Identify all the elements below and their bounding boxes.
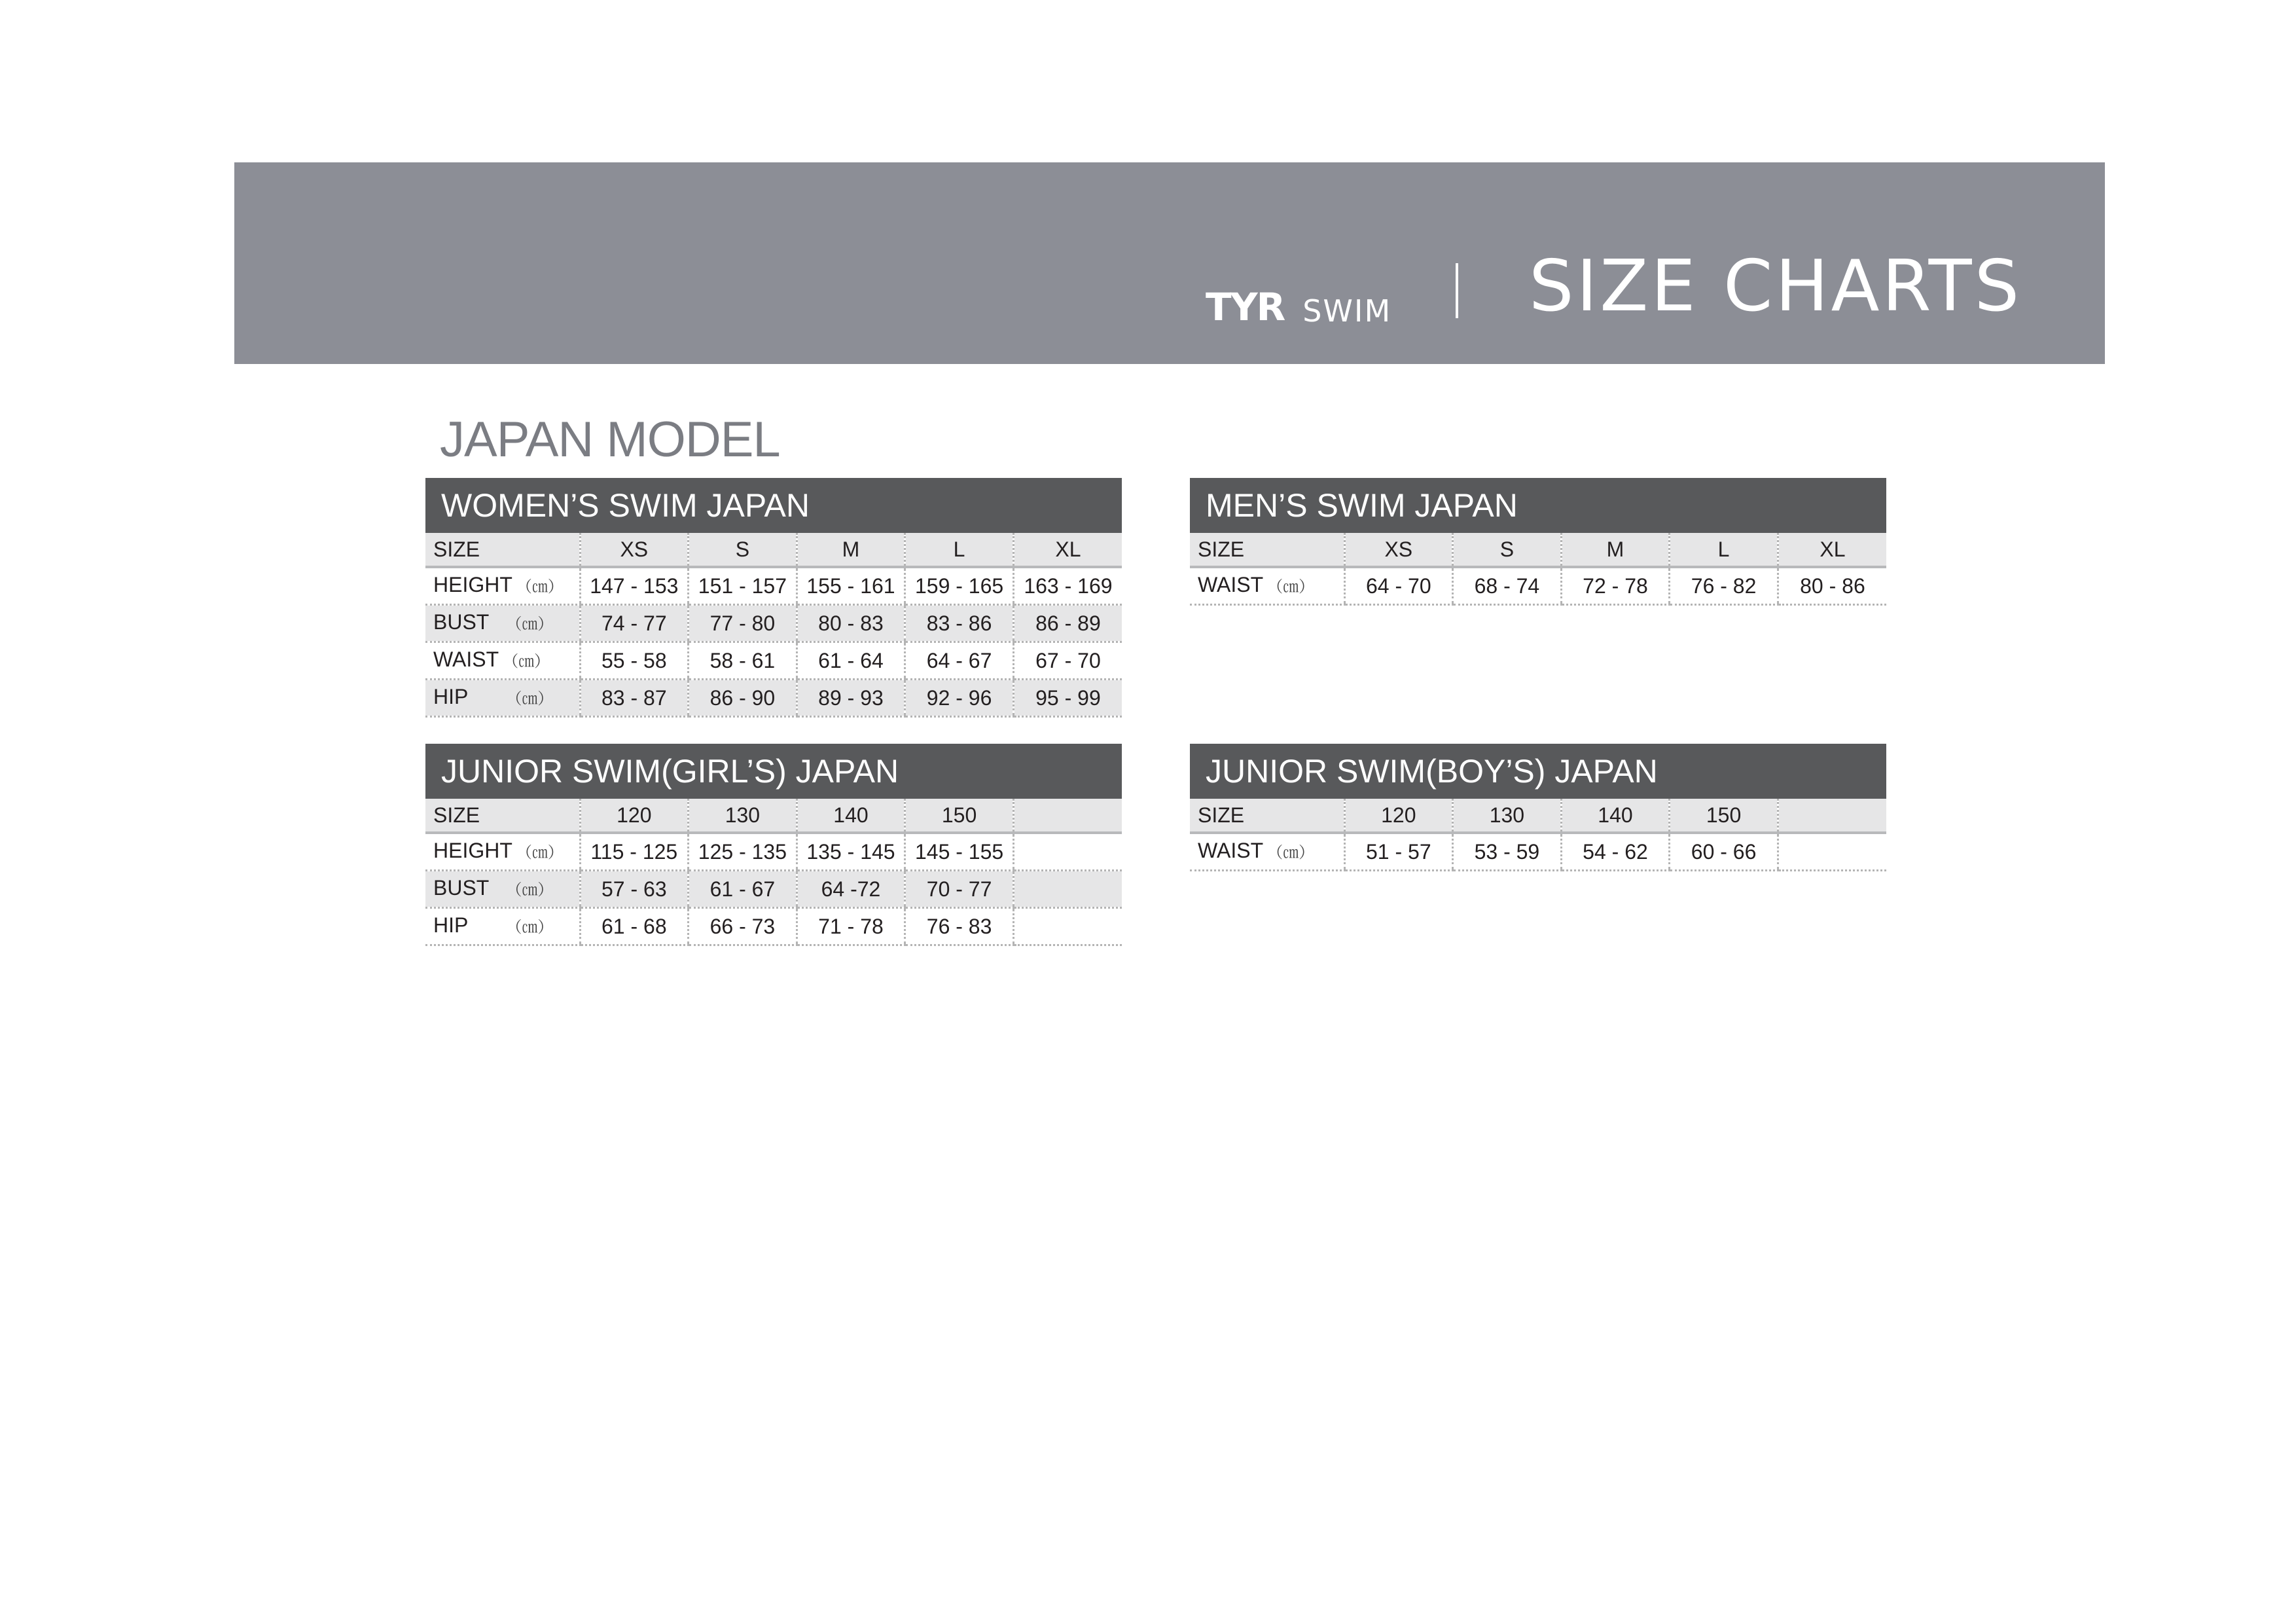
- table-cell: 55 - 58: [580, 642, 689, 680]
- size-header-cell: L: [905, 533, 1014, 567]
- unit-label: （㎝）: [506, 881, 554, 899]
- size-header-cell: S: [1453, 533, 1562, 567]
- unit-label: （㎝）: [516, 844, 564, 862]
- size-table: [1190, 533, 1886, 606]
- table-cell: 53 - 59: [1453, 833, 1562, 871]
- table-cell: 67 - 70: [1013, 642, 1122, 680]
- table-cell: 60 - 66: [1670, 833, 1778, 871]
- unit-label: （㎝）: [1267, 578, 1315, 596]
- table-cell: 51 - 57: [1344, 833, 1453, 871]
- table-cell: 145 - 155: [905, 833, 1014, 871]
- table-cell: 115 - 125: [580, 833, 689, 871]
- row-label: [425, 833, 580, 871]
- table-cell: 57 - 63: [580, 871, 689, 908]
- table-cell: [1778, 833, 1886, 871]
- table-cell: 86 - 89: [1013, 605, 1122, 642]
- size-header-cell: XS: [1344, 533, 1453, 567]
- size-header-cell: 120: [580, 799, 689, 833]
- row-label: [425, 908, 580, 945]
- row-label-text: HEIGHT: [433, 839, 512, 862]
- table-cell: 64 -72: [797, 871, 905, 908]
- row-label-text: HIP: [433, 913, 469, 937]
- table-row: [1190, 833, 1886, 871]
- table-cell: 86 - 90: [689, 680, 797, 717]
- table-row: [425, 871, 1122, 908]
- table-cell: 61 - 67: [689, 871, 797, 908]
- table-cell: 135 - 145: [797, 833, 905, 871]
- row-label: [1190, 567, 1344, 605]
- table-cell: 66 - 73: [689, 908, 797, 945]
- womens-size-chart: [425, 478, 1122, 718]
- size-header-cell: M: [797, 533, 905, 567]
- page-title: SIZE CHARTS: [1529, 246, 2022, 327]
- chart-title: MEN’S SWIM JAPAN: [1190, 478, 1886, 533]
- size-header-cell: XL: [1013, 533, 1122, 567]
- size-header-cell: 150: [905, 799, 1014, 833]
- table-cell: 71 - 78: [797, 908, 905, 945]
- table-cell: 83 - 86: [905, 605, 1014, 642]
- mens-size-chart: [1190, 478, 1886, 606]
- unit-label: （㎝）: [506, 919, 554, 936]
- table-cell: 125 - 135: [689, 833, 797, 871]
- table-cell: 80 - 86: [1778, 567, 1886, 605]
- table-cell: 72 - 78: [1561, 567, 1670, 605]
- row-label-text: HIP: [433, 685, 469, 708]
- row-label: [425, 680, 580, 717]
- brand-lockup: [1206, 280, 1392, 329]
- row-label: [425, 871, 580, 908]
- unit-label: （㎝）: [503, 653, 550, 670]
- section-title: JAPAN MODEL: [440, 412, 780, 467]
- unit-label: （㎝）: [506, 690, 554, 708]
- row-label-text: WAIST: [1198, 573, 1264, 596]
- size-header-row: [425, 799, 1122, 833]
- table-cell: 54 - 62: [1561, 833, 1670, 871]
- table-cell: [1013, 871, 1122, 908]
- table-cell: 95 - 99: [1013, 680, 1122, 717]
- table-cell: 89 - 93: [797, 680, 905, 717]
- table-cell: 147 - 153: [580, 567, 689, 605]
- row-label: [425, 605, 580, 642]
- size-header-row: [425, 533, 1122, 567]
- size-header-cell: [1013, 799, 1122, 833]
- row-label-text: WAIST: [433, 647, 499, 671]
- table-cell: 159 - 165: [905, 567, 1014, 605]
- size-header-cell: S: [689, 533, 797, 567]
- table-cell: 163 - 169: [1013, 567, 1122, 605]
- size-header-cell: 130: [689, 799, 797, 833]
- table-row: [425, 908, 1122, 945]
- size-header-cell: XS: [580, 533, 689, 567]
- unit-label: （㎝）: [1267, 844, 1315, 862]
- size-label: SIZE: [1190, 799, 1344, 833]
- junior-girls-size-chart: [425, 744, 1122, 946]
- unit-label: （㎝）: [506, 615, 554, 633]
- size-table: [1190, 799, 1886, 871]
- table-cell: 70 - 77: [905, 871, 1014, 908]
- chart-title: JUNIOR SWIM(GIRL’S) JAPAN: [425, 744, 1122, 799]
- table-cell: 74 - 77: [580, 605, 689, 642]
- table-row: [425, 567, 1122, 605]
- size-table: [425, 799, 1122, 946]
- table-cell: [1013, 908, 1122, 945]
- size-header-cell: XL: [1778, 533, 1886, 567]
- table-cell: 76 - 82: [1670, 567, 1778, 605]
- brand-swim-label: SWIM: [1302, 293, 1392, 329]
- row-label-text: HEIGHT: [433, 573, 512, 596]
- unit-label: （㎝）: [516, 578, 564, 596]
- table-cell: [1013, 833, 1122, 871]
- table-row: [425, 680, 1122, 717]
- table-cell: 58 - 61: [689, 642, 797, 680]
- table-cell: 61 - 64: [797, 642, 905, 680]
- row-label-text: WAIST: [1198, 839, 1264, 862]
- row-label: [425, 567, 580, 605]
- table-cell: 155 - 161: [797, 567, 905, 605]
- table-row: [425, 605, 1122, 642]
- row-label-text: BUST: [433, 610, 490, 634]
- table-row: [425, 833, 1122, 871]
- size-header-cell: 150: [1670, 799, 1778, 833]
- table-row: [425, 642, 1122, 680]
- row-label-text: BUST: [433, 876, 490, 900]
- size-header-cell: M: [1561, 533, 1670, 567]
- table-row: [1190, 567, 1886, 605]
- table-cell: 64 - 67: [905, 642, 1014, 680]
- size-label: SIZE: [425, 533, 580, 567]
- table-cell: 64 - 70: [1344, 567, 1453, 605]
- table-cell: 83 - 87: [580, 680, 689, 717]
- table-cell: 61 - 68: [580, 908, 689, 945]
- size-table: [425, 533, 1122, 718]
- chart-title: WOMEN’S SWIM JAPAN: [425, 478, 1122, 533]
- size-header-row: [1190, 533, 1886, 567]
- table-cell: 92 - 96: [905, 680, 1014, 717]
- tyr-logo: TYR: [1206, 285, 1285, 329]
- size-header-cell: 120: [1344, 799, 1453, 833]
- banner-divider: [1456, 263, 1458, 318]
- size-header-cell: L: [1670, 533, 1778, 567]
- table-cell: 80 - 83: [797, 605, 905, 642]
- size-label: SIZE: [425, 799, 580, 833]
- table-cell: 76 - 83: [905, 908, 1014, 945]
- junior-boys-size-chart: [1190, 744, 1886, 871]
- size-header-cell: [1778, 799, 1886, 833]
- table-cell: 151 - 157: [689, 567, 797, 605]
- size-header-cell: 130: [1453, 799, 1562, 833]
- size-header-cell: 140: [797, 799, 905, 833]
- size-header-cell: 140: [1561, 799, 1670, 833]
- size-label: SIZE: [1190, 533, 1344, 567]
- table-cell: 77 - 80: [689, 605, 797, 642]
- chart-title: JUNIOR SWIM(BOY’S) JAPAN: [1190, 744, 1886, 799]
- size-header-row: [1190, 799, 1886, 833]
- row-label: [425, 642, 580, 680]
- row-label: [1190, 833, 1344, 871]
- table-cell: 68 - 74: [1453, 567, 1562, 605]
